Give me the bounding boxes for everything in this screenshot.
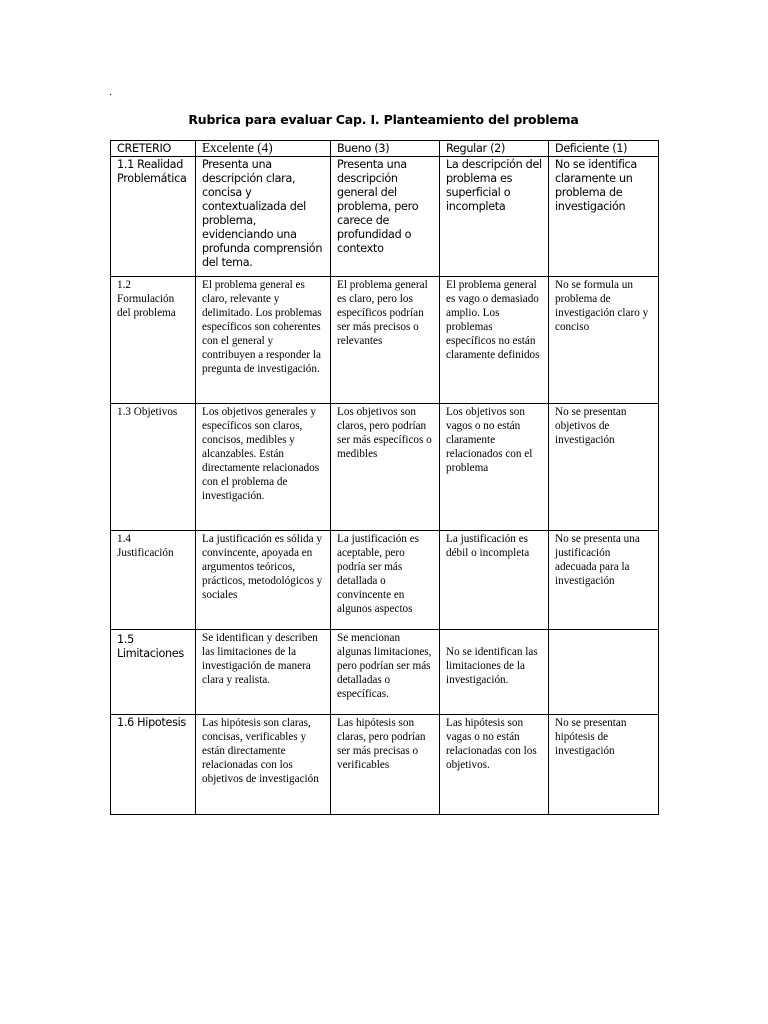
bueno-cell: El problema general es claro, pero los específicos podrían ser más precisos o relevantes <box>331 277 440 404</box>
bueno-cell: Presenta una descripción general del problema, pero carece de profundidad o contexto <box>331 157 440 277</box>
criterion-cell: 1.5 Limitaciones <box>111 630 196 715</box>
header-excelente: Excelente (4) <box>196 141 331 157</box>
deficiente-cell: No se formula un problema de investigación claro y conciso <box>549 277 659 404</box>
bueno-cell: Las hipótesis son claras, pero podrían ser más precisas o verificables <box>331 715 440 815</box>
regular-cell: Los objetivos son vagos o no están claramente relacionados con el problema <box>440 404 549 531</box>
header-bueno: Bueno (3) <box>331 141 440 157</box>
deficiente-cell: No se presenta una justificación adecuada para la investigación <box>549 531 659 630</box>
criterion-cell: 1.4 Justificación <box>111 531 196 630</box>
rubric-table <box>110 140 659 815</box>
table-row <box>111 531 659 630</box>
excelente-cell: Los objetivos generales y específicos son claros, concisos, medibles y alcanzables. Están directamente relacionados con el problema de investigación. <box>196 404 331 531</box>
bueno-cell: Se mencionan algunas limitaciones, pero podrían ser más detalladas o específicas. <box>331 630 440 715</box>
header-deficiente: Deficiente (1) <box>549 141 659 157</box>
table-row <box>111 715 659 815</box>
top-mark: . <box>109 86 113 98</box>
deficiente-cell <box>549 630 659 715</box>
criterion-cell: 1.3 Objetivos <box>111 404 196 531</box>
excelente-cell: La justificación es sólida y convincente, apoyada en argumentos teóricos, prácticos, metodológicos y sociales <box>196 531 331 630</box>
table-row <box>111 630 659 715</box>
regular-cell: La descripción del problema es superficial o incompleta <box>440 157 549 277</box>
bueno-cell: La justificación es aceptable, pero podría ser más detallada o convincente en algunos aspectos <box>331 531 440 630</box>
regular-cell: Las hipótesis son vagas o no están relacionadas con los objetivos. <box>440 715 549 815</box>
criterion-cell: 1.6 Hipotesis <box>111 715 196 815</box>
regular-cell: El problema general es vago o demasiado amplio. Los problemas específicos no están claramente definidos <box>440 277 549 404</box>
table-row <box>111 157 659 277</box>
table-row <box>111 277 659 404</box>
regular-cell: No se identifican las limitaciones de la investigación. <box>440 630 549 715</box>
regular-cell: La justificación es débil o incompleta <box>440 531 549 630</box>
criterion-cell: 1.1 Realidad Problemática <box>111 157 196 277</box>
header-criterio: CRETERIO <box>111 141 196 157</box>
table-row <box>111 404 659 531</box>
criterion-cell: 1.2 Formulación del problema <box>111 277 196 404</box>
excelente-cell: Presenta una descripción clara, concisa y contextualizada del problema, evidenciando una profunda comprensión del tema. <box>196 157 331 277</box>
excelente-cell: Las hipótesis son claras, concisas, verificables y están directamente relacionadas con los objetivos de investigación <box>196 715 331 815</box>
excelente-cell: El problema general es claro, relevante y delimitado. Los problemas específicos son coherentes con el general y contribuyen a responder la pregunta de investigación. <box>196 277 331 404</box>
document-title: Rubrica para evaluar Cap. I. Planteamiento del problema <box>188 112 579 127</box>
excelente-cell: Se identifican y describen las limitaciones de la investigación de manera clara y realista. <box>196 630 331 715</box>
header-regular: Regular (2) <box>440 141 549 157</box>
deficiente-cell: No se presentan hipótesis de investigación <box>549 715 659 815</box>
deficiente-cell: No se presentan objetivos de investigación <box>549 404 659 531</box>
deficiente-cell: No se identifica claramente un problema de investigación <box>549 157 659 277</box>
header-row <box>111 141 659 157</box>
bueno-cell: Los objetivos son claros, pero podrían ser más específicos o medibles <box>331 404 440 531</box>
